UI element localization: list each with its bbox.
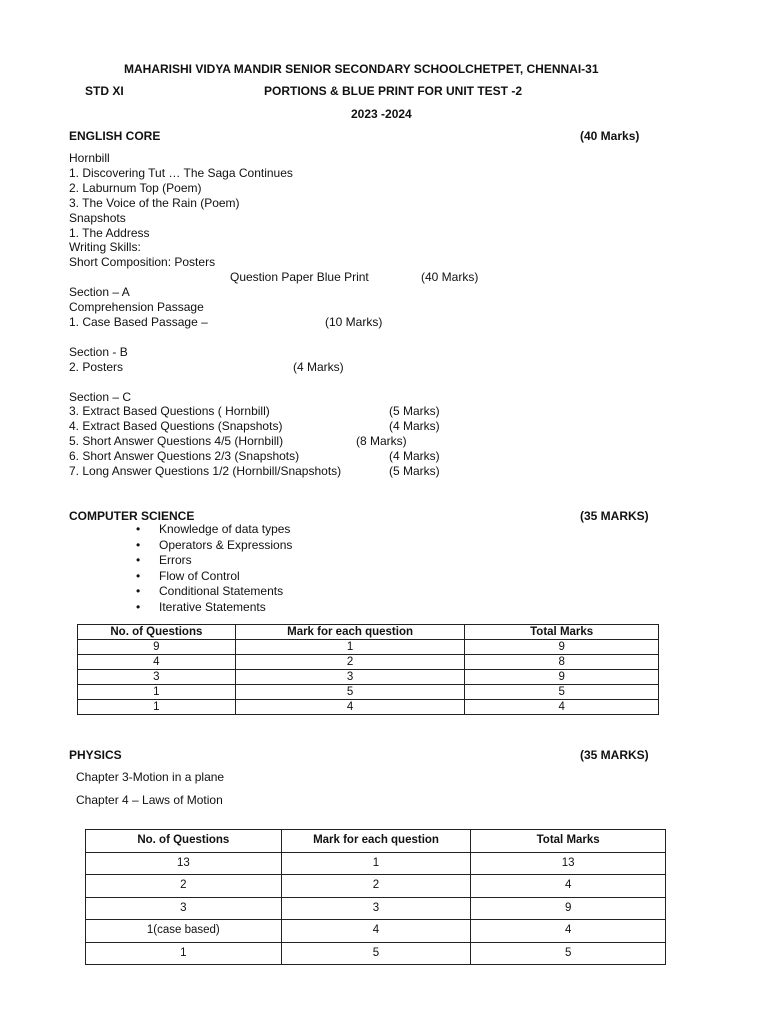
cs-blueprint-table <box>77 624 659 715</box>
table-cell: 9 <box>78 640 236 655</box>
table-cell: 9 <box>465 670 659 685</box>
table-cell: 2 <box>235 655 465 670</box>
english-line: Hornbill <box>69 151 110 165</box>
table-cell: 13 <box>471 852 666 875</box>
table-cell: 9 <box>465 640 659 655</box>
table-header-cell: No. of Questions <box>86 830 282 853</box>
physics-chapter: Chapter 4 – Laws of Motion <box>76 793 223 807</box>
cs-topic-item: • Knowledge of data types <box>136 522 291 536</box>
table-cell: 1 <box>86 942 282 965</box>
bullet-icon: • <box>136 584 141 599</box>
english-line: 3. The Voice of the Rain (Poem) <box>69 196 240 210</box>
cs-topic-item: • Errors <box>136 553 192 568</box>
section-c-marks: (8 Marks) <box>356 434 407 448</box>
posters-marks: (4 Marks) <box>293 360 344 374</box>
table-cell: 5 <box>465 685 659 700</box>
table-cell: 2 <box>86 875 282 898</box>
academic-year: 2023 -2024 <box>351 107 412 121</box>
table-header-cell: Total Marks <box>471 830 666 853</box>
table-cell: 3 <box>86 897 282 920</box>
table-cell: 5 <box>471 942 666 965</box>
cs-heading: COMPUTER SCIENCE <box>69 509 195 523</box>
table-cell: 4 <box>465 700 659 715</box>
table-cell: 1 <box>78 700 236 715</box>
cs-topic-item: • Iterative Statements <box>136 599 266 614</box>
section-c-marks: (5 Marks) <box>389 404 440 418</box>
english-line: 1. The Address <box>69 226 150 240</box>
table-cell: 1(case based) <box>86 920 282 943</box>
table-header-row <box>78 625 659 640</box>
cs-topic-item: • Operators & Expressions <box>136 537 293 552</box>
english-line: Short Composition: Posters <box>69 255 216 269</box>
table-row <box>78 655 659 670</box>
table-cell: 4 <box>281 920 471 943</box>
document-title: PORTIONS & BLUE PRINT FOR UNIT TEST -2 <box>264 84 523 98</box>
table-cell: 2 <box>281 875 471 898</box>
cs-topic-item: • Flow of Control <box>136 568 240 583</box>
section-a-heading: Section – A <box>69 285 130 299</box>
table-row <box>78 700 659 715</box>
table-cell: 3 <box>78 670 236 685</box>
bullet-icon: • <box>136 599 141 614</box>
table-cell: 5 <box>281 942 471 965</box>
table-cell: 1 <box>235 640 465 655</box>
table-row <box>86 942 666 965</box>
table-row <box>78 685 659 700</box>
table-cell: 3 <box>281 897 471 920</box>
section-c-marks: (4 Marks) <box>389 449 440 463</box>
section-c-item: 6. Short Answer Questions 2/3 (Snapshots) <box>69 449 300 463</box>
bullet-icon: • <box>136 522 141 536</box>
section-c-item: 7. Long Answer Questions 1/2 (Hornbill/Snapshots) <box>69 464 342 478</box>
section-c-marks: (5 Marks) <box>389 464 440 478</box>
table-cell: 4 <box>471 875 666 898</box>
table-cell: 9 <box>471 897 666 920</box>
table-cell: 4 <box>78 655 236 670</box>
table-header-cell: No. of Questions <box>78 625 236 640</box>
english-line: Writing Skills: <box>69 240 141 254</box>
cs-marks: (35 MARKS) <box>580 509 649 523</box>
section-b-heading: Section - B <box>69 345 128 359</box>
table-header-cell: Mark for each question <box>235 625 465 640</box>
table-cell: 1 <box>281 852 471 875</box>
table-row <box>78 670 659 685</box>
table-row <box>78 640 659 655</box>
bullet-icon: • <box>136 537 141 552</box>
case-based-label: 1. Case Based Passage – <box>69 315 208 329</box>
table-row <box>86 920 666 943</box>
section-c-marks: (4 Marks) <box>389 419 440 433</box>
posters-label: 2. Posters <box>69 360 124 374</box>
table-row <box>86 875 666 898</box>
comprehension-label: Comprehension Passage <box>69 300 204 314</box>
physics-marks: (35 MARKS) <box>580 748 649 762</box>
english-marks: (40 Marks) <box>580 129 640 143</box>
table-row <box>86 852 666 875</box>
section-c-item: 3. Extract Based Questions ( Hornbill) <box>69 404 270 418</box>
blueprint-label: Question Paper Blue Print <box>230 270 369 284</box>
section-c-item: 5. Short Answer Questions 4/5 (Hornbill) <box>69 434 284 448</box>
english-line: Snapshots <box>69 211 126 225</box>
table-cell: 4 <box>235 700 465 715</box>
section-c-heading: Section – C <box>69 390 132 404</box>
table-header-row <box>86 830 666 853</box>
physics-chapter: Chapter 3-Motion in a plane <box>76 770 225 784</box>
table-cell: 4 <box>471 920 666 943</box>
english-heading: ENGLISH CORE <box>69 129 161 143</box>
bullet-icon: • <box>136 568 141 583</box>
section-c-item: 4. Extract Based Questions (Snapshots) <box>69 419 283 433</box>
table-cell: 1 <box>78 685 236 700</box>
table-cell: 3 <box>235 670 465 685</box>
case-based-marks: (10 Marks) <box>325 315 383 329</box>
physics-heading: PHYSICS <box>69 748 122 762</box>
table-cell: 8 <box>465 655 659 670</box>
cs-topic-list <box>136 522 292 616</box>
blueprint-marks: (40 Marks) <box>421 270 479 284</box>
bullet-icon: • <box>136 553 141 568</box>
table-header-cell: Total Marks <box>465 625 659 640</box>
table-cell: 5 <box>235 685 465 700</box>
english-line: 2. Laburnum Top (Poem) <box>69 181 202 195</box>
table-cell: 13 <box>86 852 282 875</box>
school-name: MAHARISHI VIDYA MANDIR SENIOR SECONDARY SCHOOLCHETPET, CHENNAI-31 <box>124 62 599 76</box>
cs-topic-item: • Conditional Statements <box>136 584 284 599</box>
table-row <box>86 897 666 920</box>
std-label: STD XI <box>85 84 124 98</box>
physics-blueprint-table <box>85 829 666 965</box>
english-line: 1. Discovering Tut … The Saga Continues <box>69 166 293 180</box>
table-header-cell: Mark for each question <box>281 830 471 853</box>
